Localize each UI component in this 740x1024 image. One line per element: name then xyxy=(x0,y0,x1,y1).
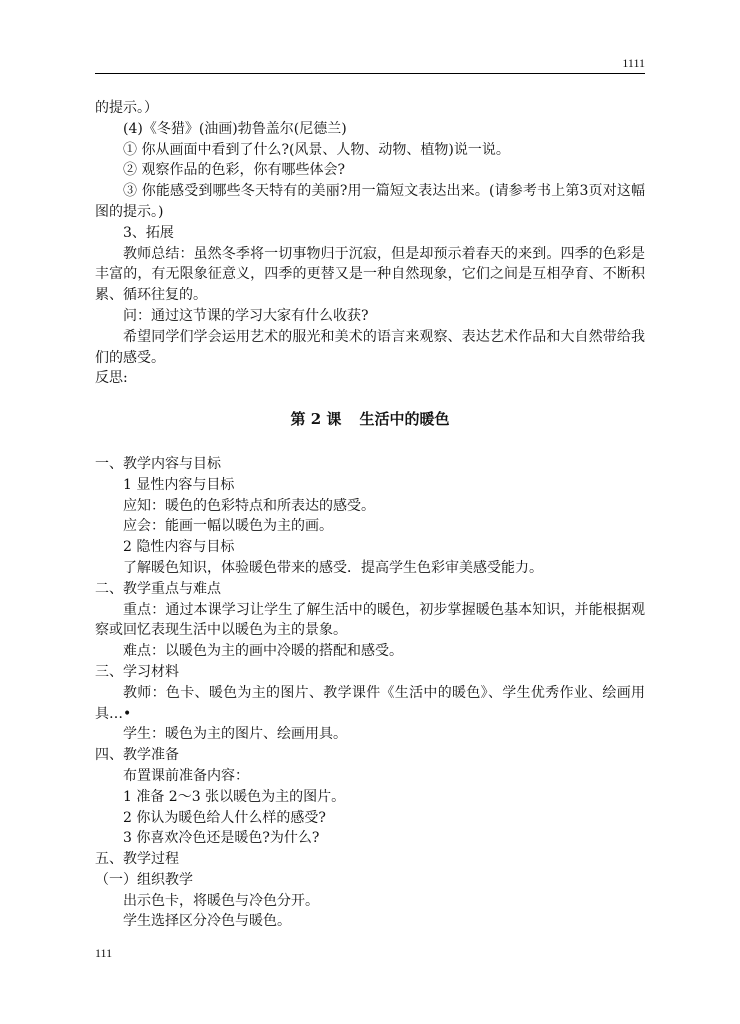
paragraph: 出示色卡，将暖色与冷色分开。 xyxy=(123,892,319,909)
paragraph: 反思: xyxy=(95,370,128,387)
paragraph: 1 显性内容与目标 xyxy=(123,476,235,493)
paragraph: （一）组织教学 xyxy=(95,871,193,888)
paragraph: 学生选择区分冷色与暖色。 xyxy=(123,913,291,930)
paragraph: 学生：暖色为主的图片、绘画用具。 xyxy=(123,726,347,743)
paragraph: 3、拓展 xyxy=(123,224,174,241)
paragraph: 了解暖色知识，体验暖色带来的感受．提高学生色彩审美感受能力。 xyxy=(123,559,543,576)
footer-page-number: 111 xyxy=(95,946,113,960)
paragraph: 2 隐性内容与目标 xyxy=(123,539,235,556)
header-divider xyxy=(95,73,645,74)
paragraph: 教师总结：虽然冬季将一切事物归于沉寂，但是却预示着春天的来到。四季的色彩是丰富的，有无限象征意义，四季的更替又是一种自然现象，它们之间是互相孕育、不断积累、循环往复的。 xyxy=(95,245,645,304)
paragraph: 应知：暖色的色彩特点和所表达的感受。 xyxy=(123,497,375,514)
paragraph: 一、教学内容与目标 xyxy=(95,455,221,472)
paragraph: 应会：能画一幅以暖色为主的画。 xyxy=(123,518,333,535)
header-page-number: 1111 xyxy=(622,56,645,70)
paragraph: 难点：以暖色为主的画中冷暖的搭配和感受。 xyxy=(123,643,403,660)
paragraph: 重点：通过本课学习让学生了解生活中的暖色，初步掌握暖色基本知识，并能根据观察或回忆表现生活中以暖色为主的景象。 xyxy=(95,601,645,639)
paragraph: 五、教学过程 xyxy=(95,851,179,868)
paragraph: 3 你喜欢冷色还是暖色?为什么? xyxy=(123,830,320,847)
lesson-title: 生活中的暖色 xyxy=(359,410,450,429)
document-body xyxy=(95,98,645,932)
section-lesson-2 xyxy=(95,454,645,932)
lesson-number: 第 2 课 xyxy=(290,410,342,429)
paragraph: 希望同学们学会运用艺术的服光和美术的语言来观察、表达艺术作品和大自然带给我们的感受。 xyxy=(95,328,645,366)
paragraph: 的提示。） xyxy=(95,100,158,116)
lesson-heading xyxy=(95,409,645,430)
paragraph: 问：通过这节课的学习大家有什么收获? xyxy=(123,307,369,324)
paragraph: (4)《冬猎》(油画)勃鲁盖尔(尼德兰) xyxy=(123,120,347,137)
paragraph: 四、教学准备 xyxy=(95,747,179,764)
paragraph: 三、学习材料 xyxy=(95,663,179,680)
paragraph: 教师：色卡、暖色为主的图片、教学课件《生活中的暖色》、学生优秀作业、绘画用具…• xyxy=(95,684,645,722)
section-previous-lesson-end xyxy=(95,98,645,389)
paragraph: ③ 你能感受到哪些冬天特有的美丽?用一篇短文表达出来。(请参考书上第3页对这幅图的提示。) xyxy=(95,183,645,220)
paragraph: ① 你从画面中看到了什么?(风景、人物、动物、植物)说一说。 xyxy=(123,141,510,158)
paragraph: 二、教学重点与难点 xyxy=(95,580,221,597)
paragraph: 1 准备 2～3 张以暖色为主的图片。 xyxy=(123,788,346,805)
paragraph: ② 观察作品的色彩，你有哪些体会? xyxy=(123,162,345,179)
paragraph: 布置课前准备内容： xyxy=(123,767,249,784)
paragraph: 2 你认为暖色给人什么样的感受? xyxy=(123,809,326,826)
